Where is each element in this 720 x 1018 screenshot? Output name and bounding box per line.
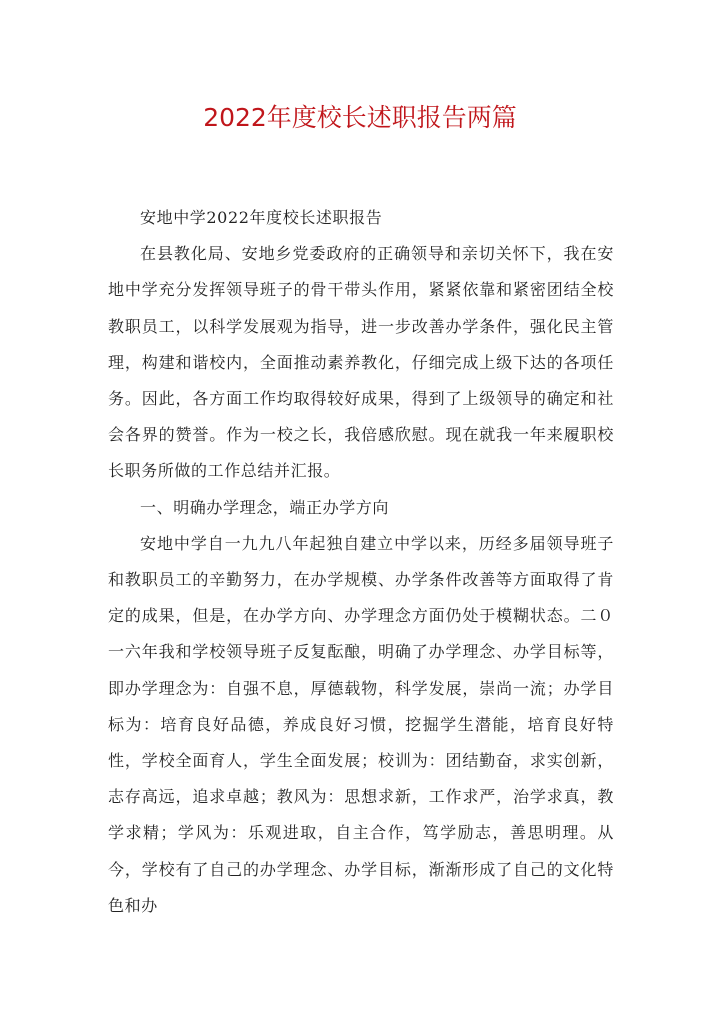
- intro-paragraph: 在县教化局、安地乡党委政府的正确领导和亲切关怀下，我在安地中学充分发挥领导班子的骨干带头作用，紧紧依靠和紧密团结全校教职员工，以科学发展观为指导，进一步改善办学条件，强化民主管理，构建和谐校内，全面推动素养教化，仔细完成上级下达的各项任务。因此，各方面工作均取得较好成果，得到了上级领导的确定和社会各界的赞誉。作为一校之长，我倍感欣慰。现在就我一年来履职校长职务所做的工作总结并汇报。: [108, 244, 614, 481]
- section-heading: 一、明确办学理念，端正办学方向: [140, 497, 390, 517]
- section-paragraph: 安地中学自一九九八年起独自建立中学以来，历经多届领导班子和教职员工的辛勤努力，在办学规模、办学条件改善等方面取得了肯定的成果，但是，在办学方向、办学理念方面仍处于模糊状态。二０一六年我和学校领导班子反复酝酿，明确了办学理念、办学目标等，即办学理念为：自强不息，厚德载物，科学发展，崇尚一流；办学目标为：培育良好品德，养成良好习惯，挖掘学生潜能，培育良好特性，学校全面育人，学生全面发展；校训为：团结勤奋，求实创新，志存高远，追求卓越；教风为：思想求新，工作求严，治学求真，教学求精；学风为：乐观进取，自主合作，笃学励志，善思明理。从今，学校有了自己的办学理念、办学目标，渐渐形成了自己的文化特色和办: [108, 533, 614, 915]
- document-title: 2022年度校长述职报告两篇: [203, 103, 517, 132]
- document-body: [108, 200, 614, 924]
- report-subtitle: 安地中学2022年度校长述职报告: [140, 208, 383, 227]
